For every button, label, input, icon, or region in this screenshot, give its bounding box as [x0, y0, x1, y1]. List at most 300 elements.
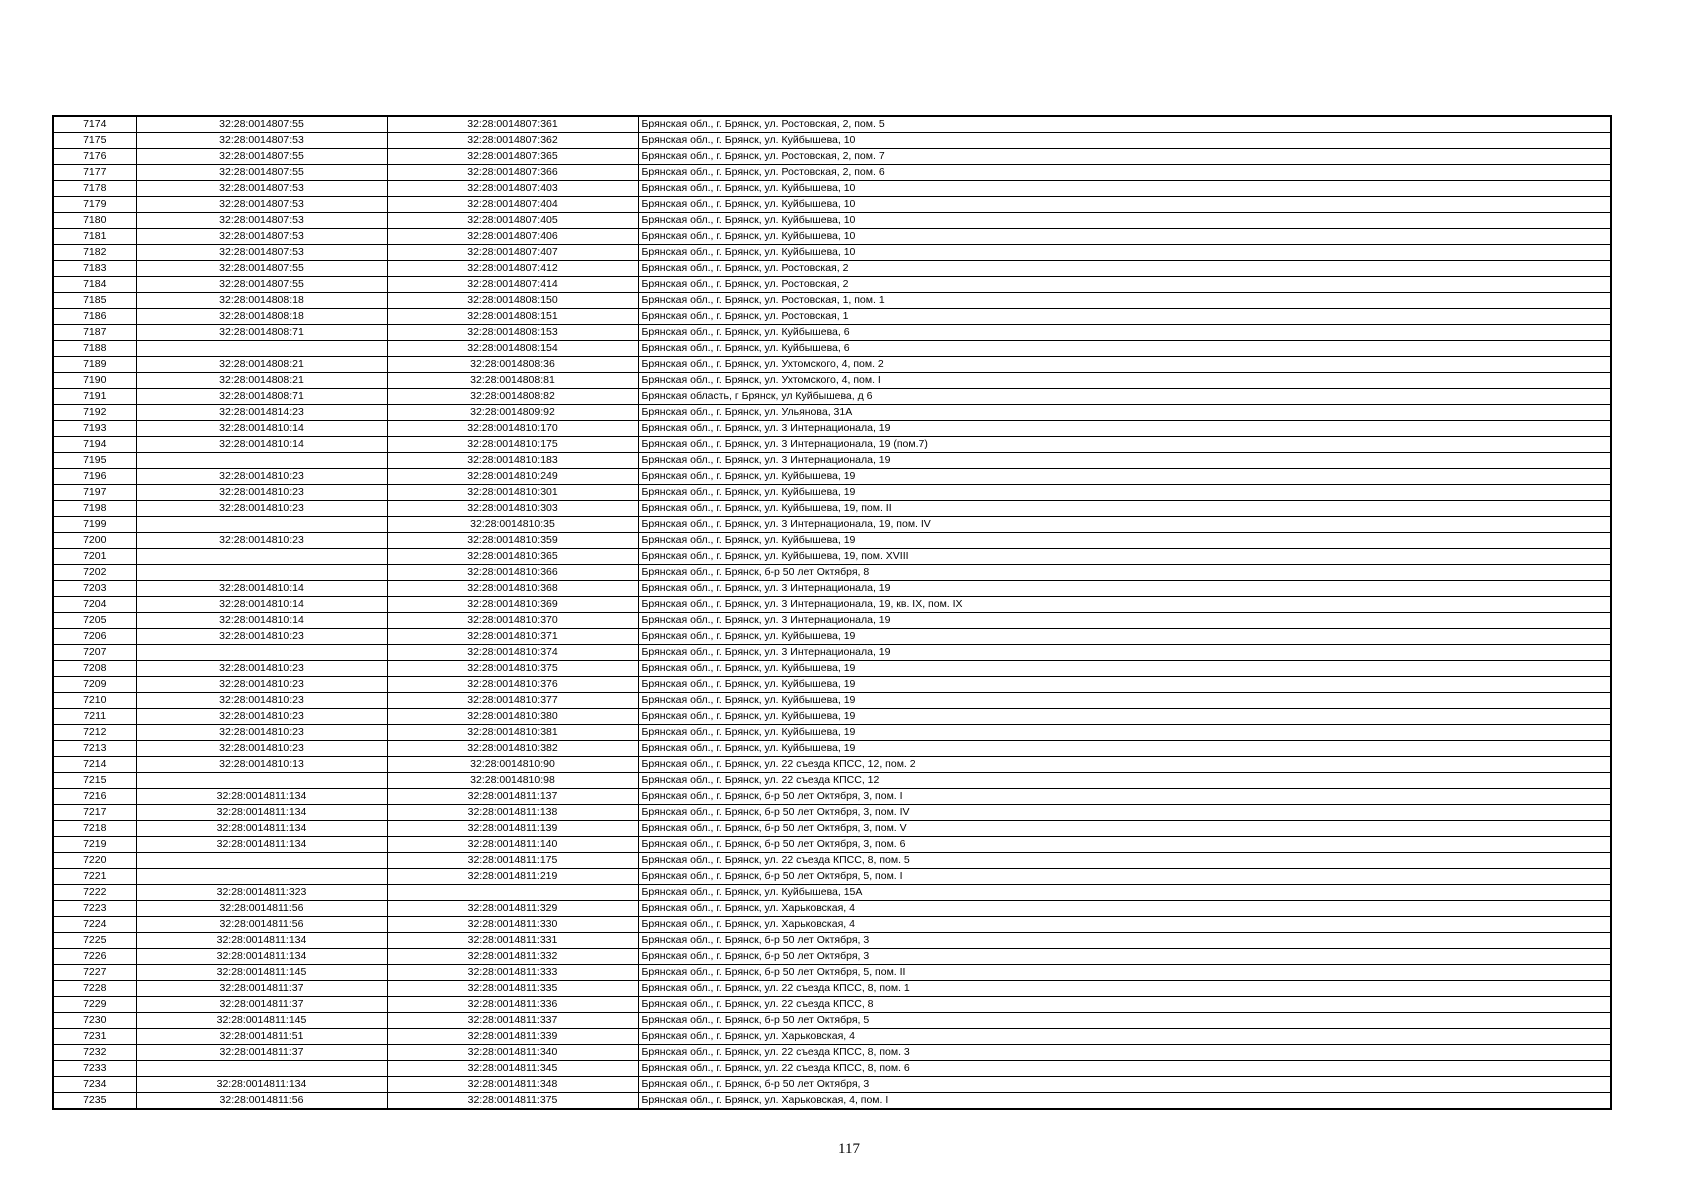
row-number-cell: 7235 — [53, 1093, 136, 1110]
address-cell: Брянская обл., г. Брянск, ул. Куйбышева, 19 — [638, 693, 1611, 709]
table-row — [53, 389, 1611, 405]
table-row — [53, 613, 1611, 629]
table-row — [53, 597, 1611, 613]
parcel-number-cell: 32:28:0014811:134 — [136, 821, 387, 837]
row-number-cell: 7191 — [53, 389, 136, 405]
table-row — [53, 165, 1611, 181]
table-row — [53, 933, 1611, 949]
parcel-number-cell: 32:28:0014811:134 — [136, 933, 387, 949]
address-cell: Брянская обл., г. Брянск, ул. Куйбышева, 19 — [638, 485, 1611, 501]
object-number-cell: 32:28:0014807:366 — [387, 165, 638, 181]
table-row — [53, 917, 1611, 933]
parcel-number-cell: 32:28:0014807:53 — [136, 197, 387, 213]
table-row — [53, 501, 1611, 517]
table-row — [53, 629, 1611, 645]
address-cell: Брянская обл., г. Брянск, ул. 22 съезда КПСС, 8 — [638, 997, 1611, 1013]
parcel-number-cell: 32:28:0014807:55 — [136, 149, 387, 165]
row-number-cell: 7220 — [53, 853, 136, 869]
table-row — [53, 325, 1611, 341]
parcel-number-cell: 32:28:0014810:14 — [136, 421, 387, 437]
table-row — [53, 181, 1611, 197]
table-row — [53, 1061, 1611, 1077]
address-cell: Брянская обл., г. Брянск, б-р 50 лет Октября, 5, пом. I — [638, 869, 1611, 885]
parcel-number-cell: 32:28:0014811:56 — [136, 901, 387, 917]
row-number-cell: 7199 — [53, 517, 136, 533]
address-cell: Брянская обл., г. Брянск, ул. Ухтомского, 4, пом. I — [638, 373, 1611, 389]
table-row — [53, 229, 1611, 245]
parcel-number-cell: 32:28:0014810:14 — [136, 613, 387, 629]
object-number-cell: 32:28:0014807:404 — [387, 197, 638, 213]
object-number-cell: 32:28:0014810:170 — [387, 421, 638, 437]
address-cell: Брянская область, г Брянск, ул Куйбышева, д 6 — [638, 389, 1611, 405]
address-cell: Брянская обл., г. Брянск, ул. Куйбышева, 10 — [638, 133, 1611, 149]
parcel-number-cell: 32:28:0014807:55 — [136, 165, 387, 181]
address-cell: Брянская обл., г. Брянск, б-р 50 лет Октября, 3, пом. V — [638, 821, 1611, 837]
table-row — [53, 981, 1611, 997]
address-cell: Брянская обл., г. Брянск, б-р 50 лет Октября, 8 — [638, 565, 1611, 581]
address-cell: Брянская обл., г. Брянск, ул. Куйбышева, 19 — [638, 629, 1611, 645]
parcel-number-cell: 32:28:0014807:55 — [136, 277, 387, 293]
table-row — [53, 421, 1611, 437]
parcel-number-cell: 32:28:0014811:37 — [136, 981, 387, 997]
table-row — [53, 1029, 1611, 1045]
object-number-cell: 32:28:0014811:332 — [387, 949, 638, 965]
table-row — [53, 533, 1611, 549]
parcel-number-cell: 32:28:0014808:21 — [136, 357, 387, 373]
address-cell: Брянская обл., г. Брянск, ул. Куйбышева, 19, пом. II — [638, 501, 1611, 517]
table-row — [53, 901, 1611, 917]
address-cell: Брянская обл., г. Брянск, ул. Куйбышева, 19 — [638, 741, 1611, 757]
object-number-cell: 32:28:0014811:333 — [387, 965, 638, 981]
table-row — [53, 581, 1611, 597]
table-row — [53, 261, 1611, 277]
row-number-cell: 7228 — [53, 981, 136, 997]
object-number-cell: 32:28:0014810:382 — [387, 741, 638, 757]
table-row — [53, 1093, 1611, 1110]
object-number-cell: 32:28:0014810:366 — [387, 565, 638, 581]
parcel-number-cell: 32:28:0014810:14 — [136, 581, 387, 597]
address-cell: Брянская обл., г. Брянск, ул. Ухтомского, 4, пом. 2 — [638, 357, 1611, 373]
parcel-number-cell: 32:28:0014807:53 — [136, 229, 387, 245]
table-row — [53, 725, 1611, 741]
row-number-cell: 7200 — [53, 533, 136, 549]
row-number-cell: 7222 — [53, 885, 136, 901]
object-number-cell: 32:28:0014810:369 — [387, 597, 638, 613]
address-cell: Брянская обл., г. Брянск, ул. 22 съезда КПСС, 8, пом. 1 — [638, 981, 1611, 997]
address-cell: Брянская обл., г. Брянск, ул. Куйбышева, 6 — [638, 341, 1611, 357]
address-cell: Брянская обл., г. Брянск, б-р 50 лет Октября, 3, пом. IV — [638, 805, 1611, 821]
row-number-cell: 7213 — [53, 741, 136, 757]
address-cell: Брянская обл., г. Брянск, ул. 22 съезда КПСС, 12, пом. 2 — [638, 757, 1611, 773]
parcel-number-cell: 32:28:0014810:23 — [136, 725, 387, 741]
table-row — [53, 373, 1611, 389]
row-number-cell: 7201 — [53, 549, 136, 565]
object-number-cell: 32:28:0014810:374 — [387, 645, 638, 661]
parcel-number-cell — [136, 565, 387, 581]
object-number-cell: 32:28:0014807:407 — [387, 245, 638, 261]
row-number-cell: 7190 — [53, 373, 136, 389]
row-number-cell: 7202 — [53, 565, 136, 581]
object-number-cell: 32:28:0014808:153 — [387, 325, 638, 341]
row-number-cell: 7227 — [53, 965, 136, 981]
parcel-number-cell: 32:28:0014811:145 — [136, 1013, 387, 1029]
object-number-cell: 32:28:0014811:335 — [387, 981, 638, 997]
row-number-cell: 7203 — [53, 581, 136, 597]
address-cell: Брянская обл., г. Брянск, ул. 22 съезда КПСС, 8, пом. 5 — [638, 853, 1611, 869]
object-number-cell: 32:28:0014810:381 — [387, 725, 638, 741]
parcel-number-cell: 32:28:0014814:23 — [136, 405, 387, 421]
object-number-cell: 32:28:0014810:183 — [387, 453, 638, 469]
object-number-cell: 32:28:0014810:175 — [387, 437, 638, 453]
parcel-number-cell: 32:28:0014811:145 — [136, 965, 387, 981]
row-number-cell: 7217 — [53, 805, 136, 821]
row-number-cell: 7197 — [53, 485, 136, 501]
object-number-cell: 32:28:0014807:361 — [387, 116, 638, 133]
address-cell: Брянская обл., г. Брянск, ул. Харьковская, 4 — [638, 1029, 1611, 1045]
address-cell: Брянская обл., г. Брянск, б-р 50 лет Октября, 3, пом. 6 — [638, 837, 1611, 853]
row-number-cell: 7179 — [53, 197, 136, 213]
address-cell: Брянская обл., г. Брянск, ул. Ульянова, 31А — [638, 405, 1611, 421]
table-row — [53, 997, 1611, 1013]
table-row — [53, 341, 1611, 357]
parcel-number-cell — [136, 453, 387, 469]
row-number-cell: 7224 — [53, 917, 136, 933]
address-cell: Брянская обл., г. Брянск, ул. 3 Интернационала, 19, пом. IV — [638, 517, 1611, 533]
row-number-cell: 7221 — [53, 869, 136, 885]
object-number-cell: 32:28:0014807:406 — [387, 229, 638, 245]
table-row — [53, 1013, 1611, 1029]
row-number-cell: 7233 — [53, 1061, 136, 1077]
object-number-cell: 32:28:0014811:138 — [387, 805, 638, 821]
registry-table — [52, 115, 1612, 1110]
table-row — [53, 197, 1611, 213]
address-cell: Брянская обл., г. Брянск, ул. 3 Интернационала, 19 — [638, 581, 1611, 597]
table-row — [53, 437, 1611, 453]
address-cell: Брянская обл., г. Брянск, ул. Куйбышева, 19 — [638, 725, 1611, 741]
address-cell: Брянская обл., г. Брянск, б-р 50 лет Октября, 3, пом. I — [638, 789, 1611, 805]
object-number-cell: 32:28:0014811:339 — [387, 1029, 638, 1045]
parcel-number-cell: 32:28:0014811:51 — [136, 1029, 387, 1045]
address-cell: Брянская обл., г. Брянск, ул. Ростовская, 2 — [638, 277, 1611, 293]
object-number-cell: 32:28:0014811:345 — [387, 1061, 638, 1077]
parcel-number-cell: 32:28:0014811:134 — [136, 1077, 387, 1093]
row-number-cell: 7180 — [53, 213, 136, 229]
address-cell: Брянская обл., г. Брянск, ул. Куйбышева, 10 — [638, 197, 1611, 213]
table-row — [53, 293, 1611, 309]
table-row — [53, 805, 1611, 821]
parcel-number-cell: 32:28:0014810:23 — [136, 485, 387, 501]
row-number-cell: 7183 — [53, 261, 136, 277]
object-number-cell: 32:28:0014808:81 — [387, 373, 638, 389]
object-number-cell: 32:28:0014811:139 — [387, 821, 638, 837]
row-number-cell: 7181 — [53, 229, 136, 245]
address-cell: Брянская обл., г. Брянск, ул. 3 Интернационала, 19, кв. IX, пом. IX — [638, 597, 1611, 613]
parcel-number-cell: 32:28:0014808:18 — [136, 309, 387, 325]
address-cell: Брянская обл., г. Брянск, ул. Куйбышева, 19 — [638, 709, 1611, 725]
address-cell: Брянская обл., г. Брянск, б-р 50 лет Октября, 3 — [638, 1077, 1611, 1093]
address-cell: Брянская обл., г. Брянск, ул. Куйбышева, 15А — [638, 885, 1611, 901]
parcel-number-cell — [136, 853, 387, 869]
row-number-cell: 7204 — [53, 597, 136, 613]
address-cell: Брянская обл., г. Брянск, б-р 50 лет Октября, 3 — [638, 949, 1611, 965]
parcel-number-cell: 32:28:0014807:55 — [136, 261, 387, 277]
table-row — [53, 277, 1611, 293]
address-cell: Брянская обл., г. Брянск, ул. Ростовская, 2, пом. 5 — [638, 116, 1611, 133]
address-cell: Брянская обл., г. Брянск, ул. 3 Интернационала, 19 — [638, 453, 1611, 469]
row-number-cell: 7194 — [53, 437, 136, 453]
row-number-cell: 7175 — [53, 133, 136, 149]
parcel-number-cell: 32:28:0014810:14 — [136, 597, 387, 613]
address-cell: Брянская обл., г. Брянск, ул. Куйбышева, 10 — [638, 213, 1611, 229]
row-number-cell: 7218 — [53, 821, 136, 837]
row-number-cell: 7196 — [53, 469, 136, 485]
parcel-number-cell: 32:28:0014807:53 — [136, 245, 387, 261]
row-number-cell: 7174 — [53, 116, 136, 133]
table-row — [53, 469, 1611, 485]
table-row — [53, 693, 1611, 709]
object-number-cell: 32:28:0014807:414 — [387, 277, 638, 293]
table-row — [53, 821, 1611, 837]
address-cell: Брянская обл., г. Брянск, ул. Харьковская, 4 — [638, 901, 1611, 917]
address-cell: Брянская обл., г. Брянск, ул. 22 съезда КПСС, 12 — [638, 773, 1611, 789]
row-number-cell: 7185 — [53, 293, 136, 309]
table-row — [53, 853, 1611, 869]
address-cell: Брянская обл., г. Брянск, ул. Ростовская, 2 — [638, 261, 1611, 277]
object-number-cell: 32:28:0014808:151 — [387, 309, 638, 325]
object-number-cell: 32:28:0014810:359 — [387, 533, 638, 549]
parcel-number-cell: 32:28:0014810:13 — [136, 757, 387, 773]
parcel-number-cell: 32:28:0014810:23 — [136, 661, 387, 677]
parcel-number-cell: 32:28:0014808:71 — [136, 325, 387, 341]
row-number-cell: 7215 — [53, 773, 136, 789]
object-number-cell: 32:28:0014811:337 — [387, 1013, 638, 1029]
object-number-cell: 32:28:0014810:371 — [387, 629, 638, 645]
object-number-cell: 32:28:0014810:35 — [387, 517, 638, 533]
parcel-number-cell: 32:28:0014810:23 — [136, 469, 387, 485]
row-number-cell: 7205 — [53, 613, 136, 629]
table-row — [53, 741, 1611, 757]
row-number-cell: 7184 — [53, 277, 136, 293]
table-row — [53, 757, 1611, 773]
parcel-number-cell — [136, 1061, 387, 1077]
row-number-cell: 7188 — [53, 341, 136, 357]
object-number-cell: 32:28:0014810:249 — [387, 469, 638, 485]
address-cell: Брянская обл., г. Брянск, ул. 22 съезда КПСС, 8, пом. 3 — [638, 1045, 1611, 1061]
parcel-number-cell: 32:28:0014811:134 — [136, 789, 387, 805]
row-number-cell: 7177 — [53, 165, 136, 181]
object-number-cell: 32:28:0014811:137 — [387, 789, 638, 805]
object-number-cell: 32:28:0014807:403 — [387, 181, 638, 197]
parcel-number-cell: 32:28:0014811:37 — [136, 997, 387, 1013]
table-row — [53, 485, 1611, 501]
row-number-cell: 7208 — [53, 661, 136, 677]
address-cell: Брянская обл., г. Брянск, ул. Куйбышева, 19 — [638, 533, 1611, 549]
object-number-cell: 32:28:0014810:368 — [387, 581, 638, 597]
table-row — [53, 517, 1611, 533]
row-number-cell: 7214 — [53, 757, 136, 773]
row-number-cell: 7225 — [53, 933, 136, 949]
object-number-cell: 32:28:0014808:36 — [387, 357, 638, 373]
parcel-number-cell: 32:28:0014807:55 — [136, 116, 387, 133]
object-number-cell: 32:28:0014807:405 — [387, 213, 638, 229]
parcel-number-cell: 32:28:0014811:134 — [136, 805, 387, 821]
row-number-cell: 7207 — [53, 645, 136, 661]
table-row — [53, 1045, 1611, 1061]
row-number-cell: 7178 — [53, 181, 136, 197]
row-number-cell: 7206 — [53, 629, 136, 645]
object-number-cell: 32:28:0014807:365 — [387, 149, 638, 165]
object-number-cell: 32:28:0014811:340 — [387, 1045, 638, 1061]
parcel-number-cell — [136, 517, 387, 533]
object-number-cell: 32:28:0014808:154 — [387, 341, 638, 357]
table-row — [53, 133, 1611, 149]
table-row — [53, 837, 1611, 853]
row-number-cell: 7216 — [53, 789, 136, 805]
object-number-cell: 32:28:0014810:376 — [387, 677, 638, 693]
object-number-cell: 32:28:0014811:330 — [387, 917, 638, 933]
row-number-cell: 7231 — [53, 1029, 136, 1045]
address-cell: Брянская обл., г. Брянск, ул. Куйбышева, 19 — [638, 661, 1611, 677]
row-number-cell: 7212 — [53, 725, 136, 741]
row-number-cell: 7189 — [53, 357, 136, 373]
address-cell: Брянская обл., г. Брянск, б-р 50 лет Октября, 5 — [638, 1013, 1611, 1029]
registry-table-body — [53, 116, 1611, 1109]
object-number-cell: 32:28:0014810:365 — [387, 549, 638, 565]
parcel-number-cell: 32:28:0014807:53 — [136, 181, 387, 197]
address-cell: Брянская обл., г. Брянск, ул. 22 съезда КПСС, 8, пом. 6 — [638, 1061, 1611, 1077]
table-row — [53, 549, 1611, 565]
address-cell: Брянская обл., г. Брянск, ул. Куйбышева, 10 — [638, 181, 1611, 197]
row-number-cell: 7232 — [53, 1045, 136, 1061]
parcel-number-cell: 32:28:0014811:323 — [136, 885, 387, 901]
table-row — [53, 789, 1611, 805]
address-cell: Брянская обл., г. Брянск, ул. Харьковская, 4, пом. I — [638, 1093, 1611, 1110]
row-number-cell: 7182 — [53, 245, 136, 261]
object-number-cell: 32:28:0014808:150 — [387, 293, 638, 309]
parcel-number-cell: 32:28:0014810:14 — [136, 437, 387, 453]
address-cell: Брянская обл., г. Брянск, б-р 50 лет Октября, 5, пом. II — [638, 965, 1611, 981]
object-number-cell: 32:28:0014811:348 — [387, 1077, 638, 1093]
parcel-number-cell: 32:28:0014810:23 — [136, 693, 387, 709]
parcel-number-cell — [136, 341, 387, 357]
address-cell: Брянская обл., г. Брянск, ул. 3 Интернационала, 19 — [638, 645, 1611, 661]
row-number-cell: 7195 — [53, 453, 136, 469]
table-row — [53, 709, 1611, 725]
address-cell: Брянская обл., г. Брянск, ул. 3 Интернационала, 19 — [638, 613, 1611, 629]
object-number-cell: 32:28:0014811:219 — [387, 869, 638, 885]
address-cell: Брянская обл., г. Брянск, ул. Ростовская, 1, пом. 1 — [638, 293, 1611, 309]
object-number-cell: 32:28:0014809:92 — [387, 405, 638, 421]
table-row — [53, 965, 1611, 981]
parcel-number-cell: 32:28:0014811:134 — [136, 837, 387, 853]
table-row — [53, 645, 1611, 661]
address-cell: Брянская обл., г. Брянск, б-р 50 лет Октября, 3 — [638, 933, 1611, 949]
row-number-cell: 7219 — [53, 837, 136, 853]
parcel-number-cell: 32:28:0014807:53 — [136, 133, 387, 149]
parcel-number-cell: 32:28:0014810:23 — [136, 709, 387, 725]
address-cell: Брянская обл., г. Брянск, ул. Куйбышева, 10 — [638, 245, 1611, 261]
row-number-cell: 7234 — [53, 1077, 136, 1093]
address-cell: Брянская обл., г. Брянск, ул. Куйбышева, 19, пом. XVIII — [638, 549, 1611, 565]
row-number-cell: 7186 — [53, 309, 136, 325]
object-number-cell: 32:28:0014810:301 — [387, 485, 638, 501]
row-number-cell: 7193 — [53, 421, 136, 437]
table-row — [53, 661, 1611, 677]
parcel-number-cell: 32:28:0014811:37 — [136, 1045, 387, 1061]
object-number-cell: 32:28:0014810:303 — [387, 501, 638, 517]
row-number-cell: 7176 — [53, 149, 136, 165]
table-row — [53, 213, 1611, 229]
address-cell: Брянская обл., г. Брянск, ул. Куйбышева, 6 — [638, 325, 1611, 341]
parcel-number-cell: 32:28:0014807:53 — [136, 213, 387, 229]
row-number-cell: 7192 — [53, 405, 136, 421]
table-row — [53, 245, 1611, 261]
table-row — [53, 149, 1611, 165]
parcel-number-cell: 32:28:0014811:134 — [136, 949, 387, 965]
table-row — [53, 453, 1611, 469]
row-number-cell: 7211 — [53, 709, 136, 725]
table-row — [53, 116, 1611, 133]
parcel-number-cell: 32:28:0014810:23 — [136, 677, 387, 693]
parcel-number-cell — [136, 645, 387, 661]
row-number-cell: 7198 — [53, 501, 136, 517]
table-row — [53, 885, 1611, 901]
parcel-number-cell: 32:28:0014810:23 — [136, 501, 387, 517]
parcel-number-cell — [136, 869, 387, 885]
address-cell: Брянская обл., г. Брянск, ул. 3 Интернационала, 19 (пом.7) — [638, 437, 1611, 453]
address-cell: Брянская обл., г. Брянск, ул. Ростовская, 2, пом. 6 — [638, 165, 1611, 181]
address-cell: Брянская обл., г. Брянск, ул. Куйбышева, 19 — [638, 677, 1611, 693]
object-number-cell — [387, 885, 638, 901]
address-cell: Брянская обл., г. Брянск, ул. Куйбышева, 19 — [638, 469, 1611, 485]
object-number-cell: 32:28:0014808:82 — [387, 389, 638, 405]
object-number-cell: 32:28:0014810:90 — [387, 757, 638, 773]
address-cell: Брянская обл., г. Брянск, ул. Ростовская, 1 — [638, 309, 1611, 325]
page-number: 117 — [838, 1141, 860, 1157]
object-number-cell: 32:28:0014811:329 — [387, 901, 638, 917]
parcel-number-cell: 32:28:0014811:56 — [136, 1093, 387, 1110]
row-number-cell: 7223 — [53, 901, 136, 917]
row-number-cell: 7210 — [53, 693, 136, 709]
row-number-cell: 7226 — [53, 949, 136, 965]
row-number-cell: 7230 — [53, 1013, 136, 1029]
object-number-cell: 32:28:0014810:370 — [387, 613, 638, 629]
parcel-number-cell: 32:28:0014808:18 — [136, 293, 387, 309]
table-row — [53, 405, 1611, 421]
table-row — [53, 869, 1611, 885]
object-number-cell: 32:28:0014807:362 — [387, 133, 638, 149]
parcel-number-cell: 32:28:0014810:23 — [136, 629, 387, 645]
parcel-number-cell: 32:28:0014808:21 — [136, 373, 387, 389]
parcel-number-cell — [136, 549, 387, 565]
address-cell: Брянская обл., г. Брянск, ул. Харьковская, 4 — [638, 917, 1611, 933]
object-number-cell: 32:28:0014811:331 — [387, 933, 638, 949]
table-row — [53, 677, 1611, 693]
parcel-number-cell: 32:28:0014810:23 — [136, 533, 387, 549]
object-number-cell: 32:28:0014807:412 — [387, 261, 638, 277]
address-cell: Брянская обл., г. Брянск, ул. 3 Интернационала, 19 — [638, 421, 1611, 437]
object-number-cell: 32:28:0014810:375 — [387, 661, 638, 677]
table-row — [53, 949, 1611, 965]
row-number-cell: 7229 — [53, 997, 136, 1013]
object-number-cell: 32:28:0014811:175 — [387, 853, 638, 869]
row-number-cell: 7187 — [53, 325, 136, 341]
address-cell: Брянская обл., г. Брянск, ул. Куйбышева, 10 — [638, 229, 1611, 245]
table-row — [53, 1077, 1611, 1093]
address-cell: Брянская обл., г. Брянск, ул. Ростовская, 2, пом. 7 — [638, 149, 1611, 165]
object-number-cell: 32:28:0014810:380 — [387, 709, 638, 725]
parcel-number-cell: 32:28:0014810:23 — [136, 741, 387, 757]
